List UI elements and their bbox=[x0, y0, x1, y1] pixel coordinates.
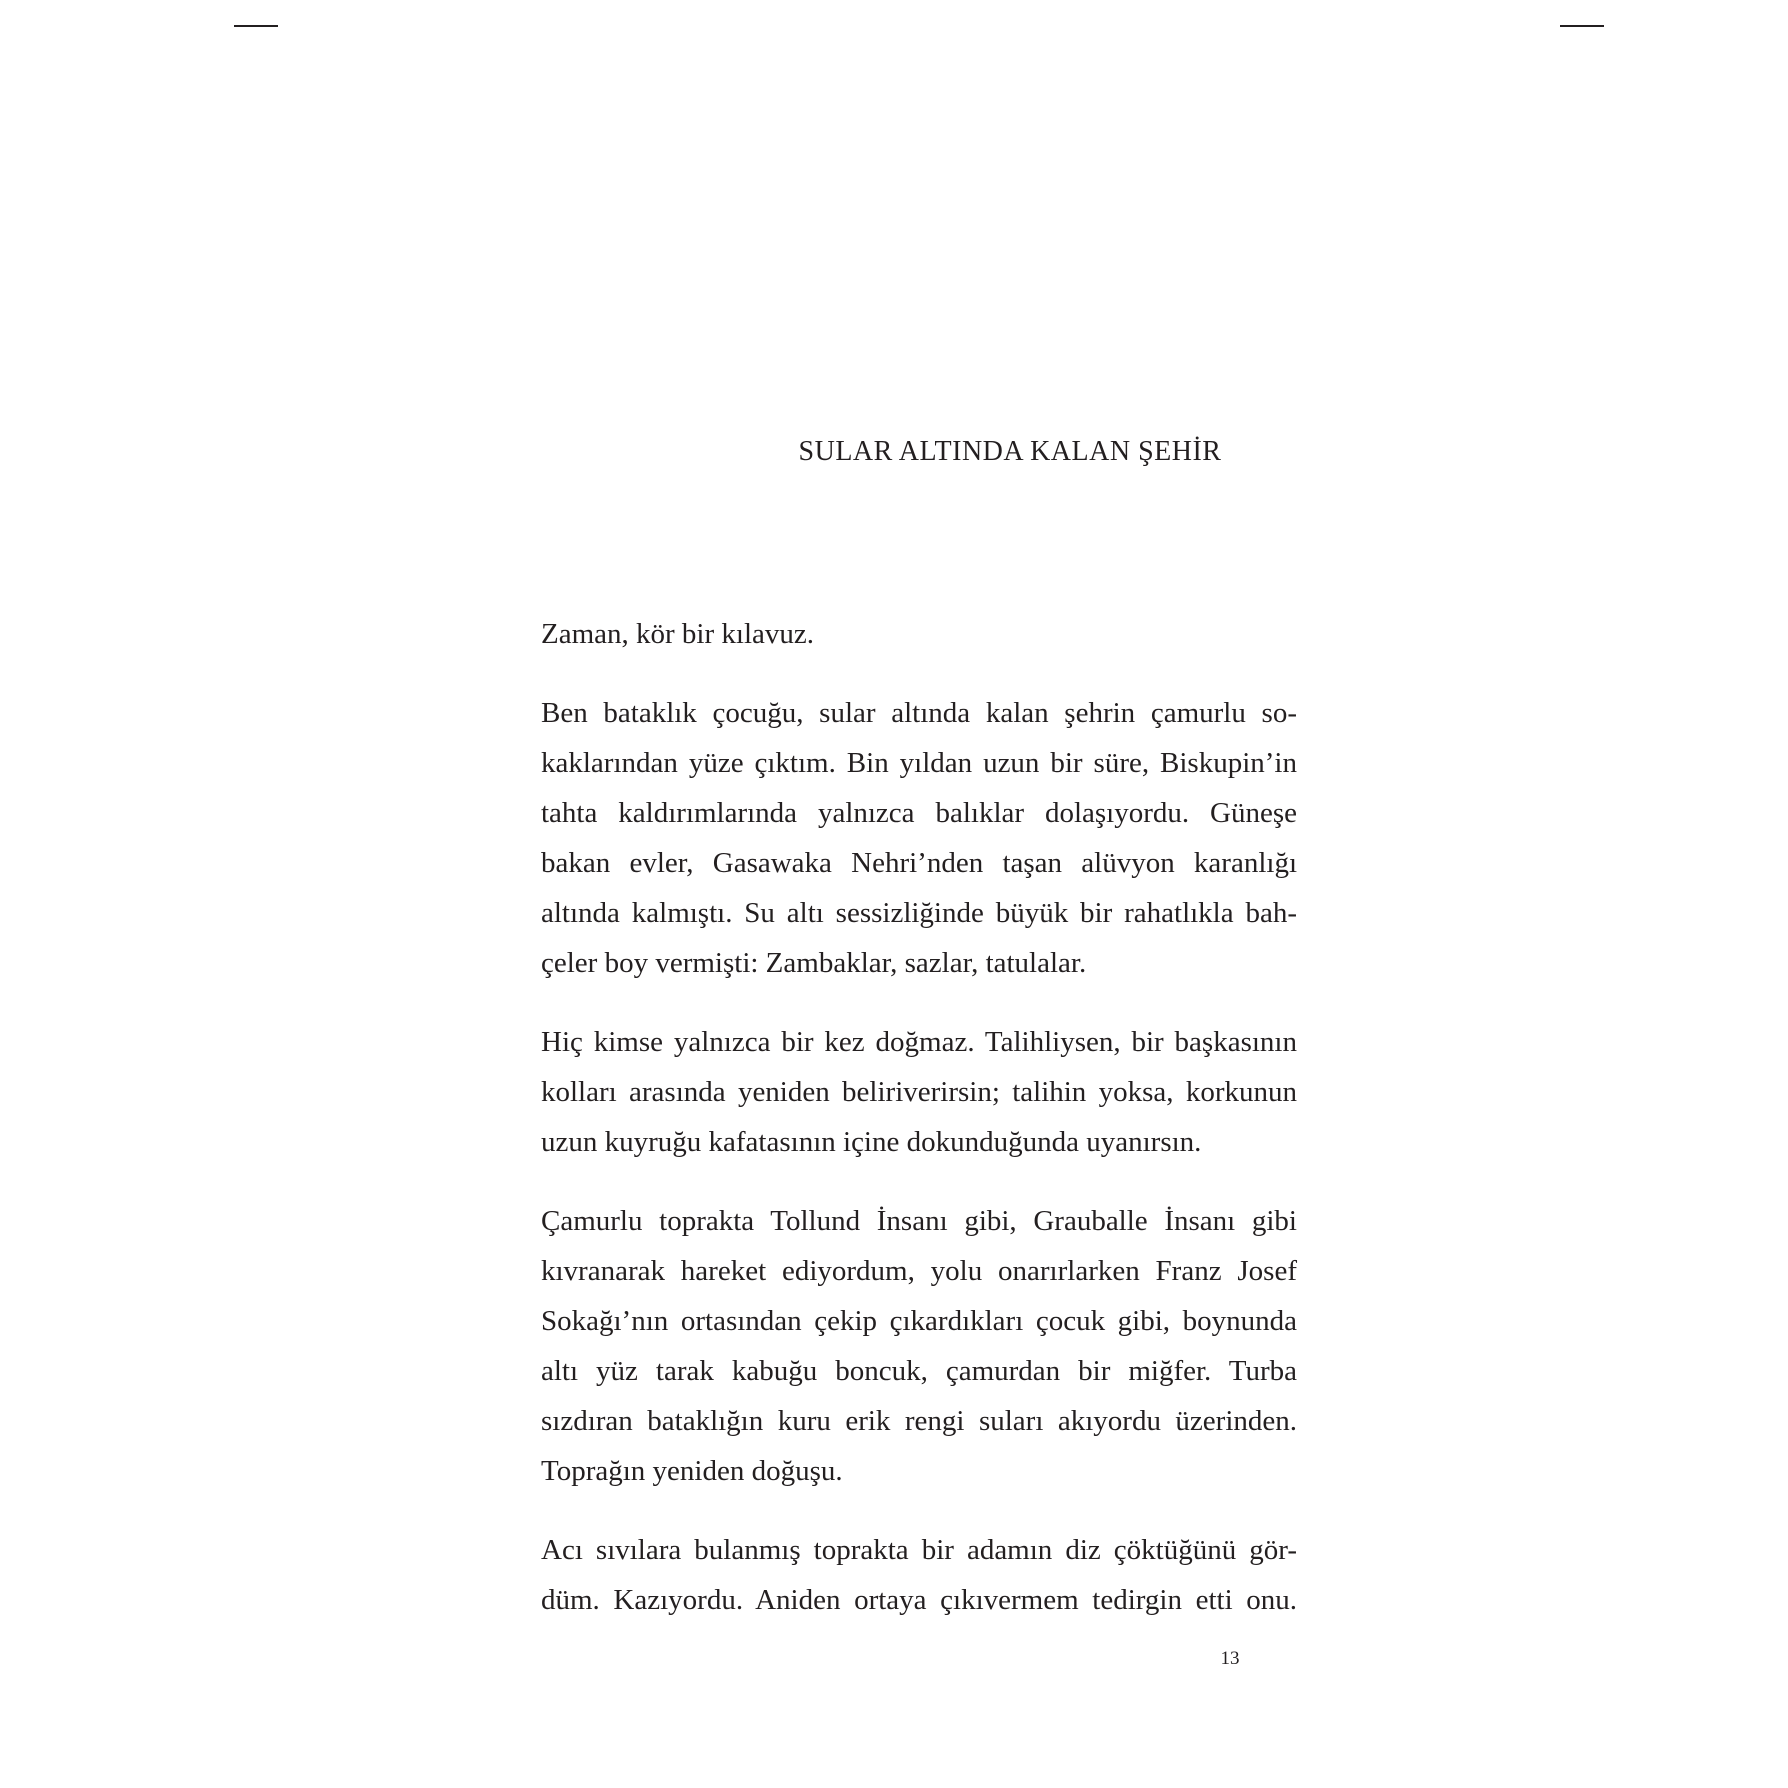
page-number: 13 bbox=[1220, 1648, 1240, 1669]
body-text bbox=[541, 609, 1297, 1654]
text-line: Hiç kimse yalnızca bir kez doğmaz. Talihliysen, bir başkasının bbox=[541, 1026, 1297, 1058]
text-line: Ben bataklık çocuğu, sular altında kalan şehrin çamurlu so- bbox=[541, 697, 1297, 729]
paragraph bbox=[541, 688, 1297, 988]
text-line: uzun kuyruğu kafatasının içine dokunduğunda uyanırsın. bbox=[541, 1126, 1202, 1158]
paragraph bbox=[541, 1196, 1297, 1496]
text-line: altı yüz tarak kabuğu boncuk, çamurdan bir miğfer. Turba bbox=[541, 1355, 1297, 1387]
crop-mark-left bbox=[234, 25, 278, 27]
text-line: kolları arasında yeniden beliriverirsin; talihin yoksa, korkunun bbox=[541, 1076, 1297, 1108]
chapter-title: SULAR ALTINDA KALAN ŞEHİR bbox=[798, 436, 1222, 467]
text-line: altında kalmıştı. Su altı sessizliğinde büyük bir rahatlıkla bah- bbox=[541, 897, 1297, 929]
text-line: bakan evler, Gasawaka Nehri’nden taşan alüvyon karanlığı bbox=[541, 847, 1297, 879]
text-line: kıvranarak hareket ediyordum, yolu onarırlarken Franz Josef bbox=[541, 1255, 1297, 1287]
text-line: düm. Kazıyordu. Aniden ortaya çıkıvermem tedirgin etti onu. bbox=[541, 1584, 1297, 1616]
text-line: Toprağın yeniden doğuşu. bbox=[541, 1455, 843, 1487]
text-line: çeler boy vermişti: Zambaklar, sazlar, tatulalar. bbox=[541, 947, 1087, 979]
text-line: Sokağı’nın ortasından çekip çıkardıkları çocuk gibi, boynunda bbox=[541, 1305, 1297, 1337]
paragraph bbox=[541, 609, 1297, 659]
text-line: Zaman, kör bir kılavuz. bbox=[541, 618, 814, 650]
crop-mark-right bbox=[1560, 25, 1604, 27]
paragraph bbox=[541, 1017, 1297, 1167]
text-line: tahta kaldırımlarında yalnızca balıklar dolaşıyordu. Güneşe bbox=[541, 797, 1297, 829]
text-line: kaklarından yüze çıktım. Bin yıldan uzun bir süre, Biskupin’in bbox=[541, 747, 1297, 779]
text-line: sızdıran bataklığın kuru erik rengi suları akıyordu üzerinden. bbox=[541, 1405, 1297, 1437]
text-line: Acı sıvılara bulanmış toprakta bir adamın diz çöktüğünü gör- bbox=[541, 1534, 1297, 1566]
text-line: Çamurlu toprakta Tollund İnsanı gibi, Grauballe İnsanı gibi bbox=[541, 1205, 1297, 1237]
paragraph bbox=[541, 1525, 1297, 1625]
